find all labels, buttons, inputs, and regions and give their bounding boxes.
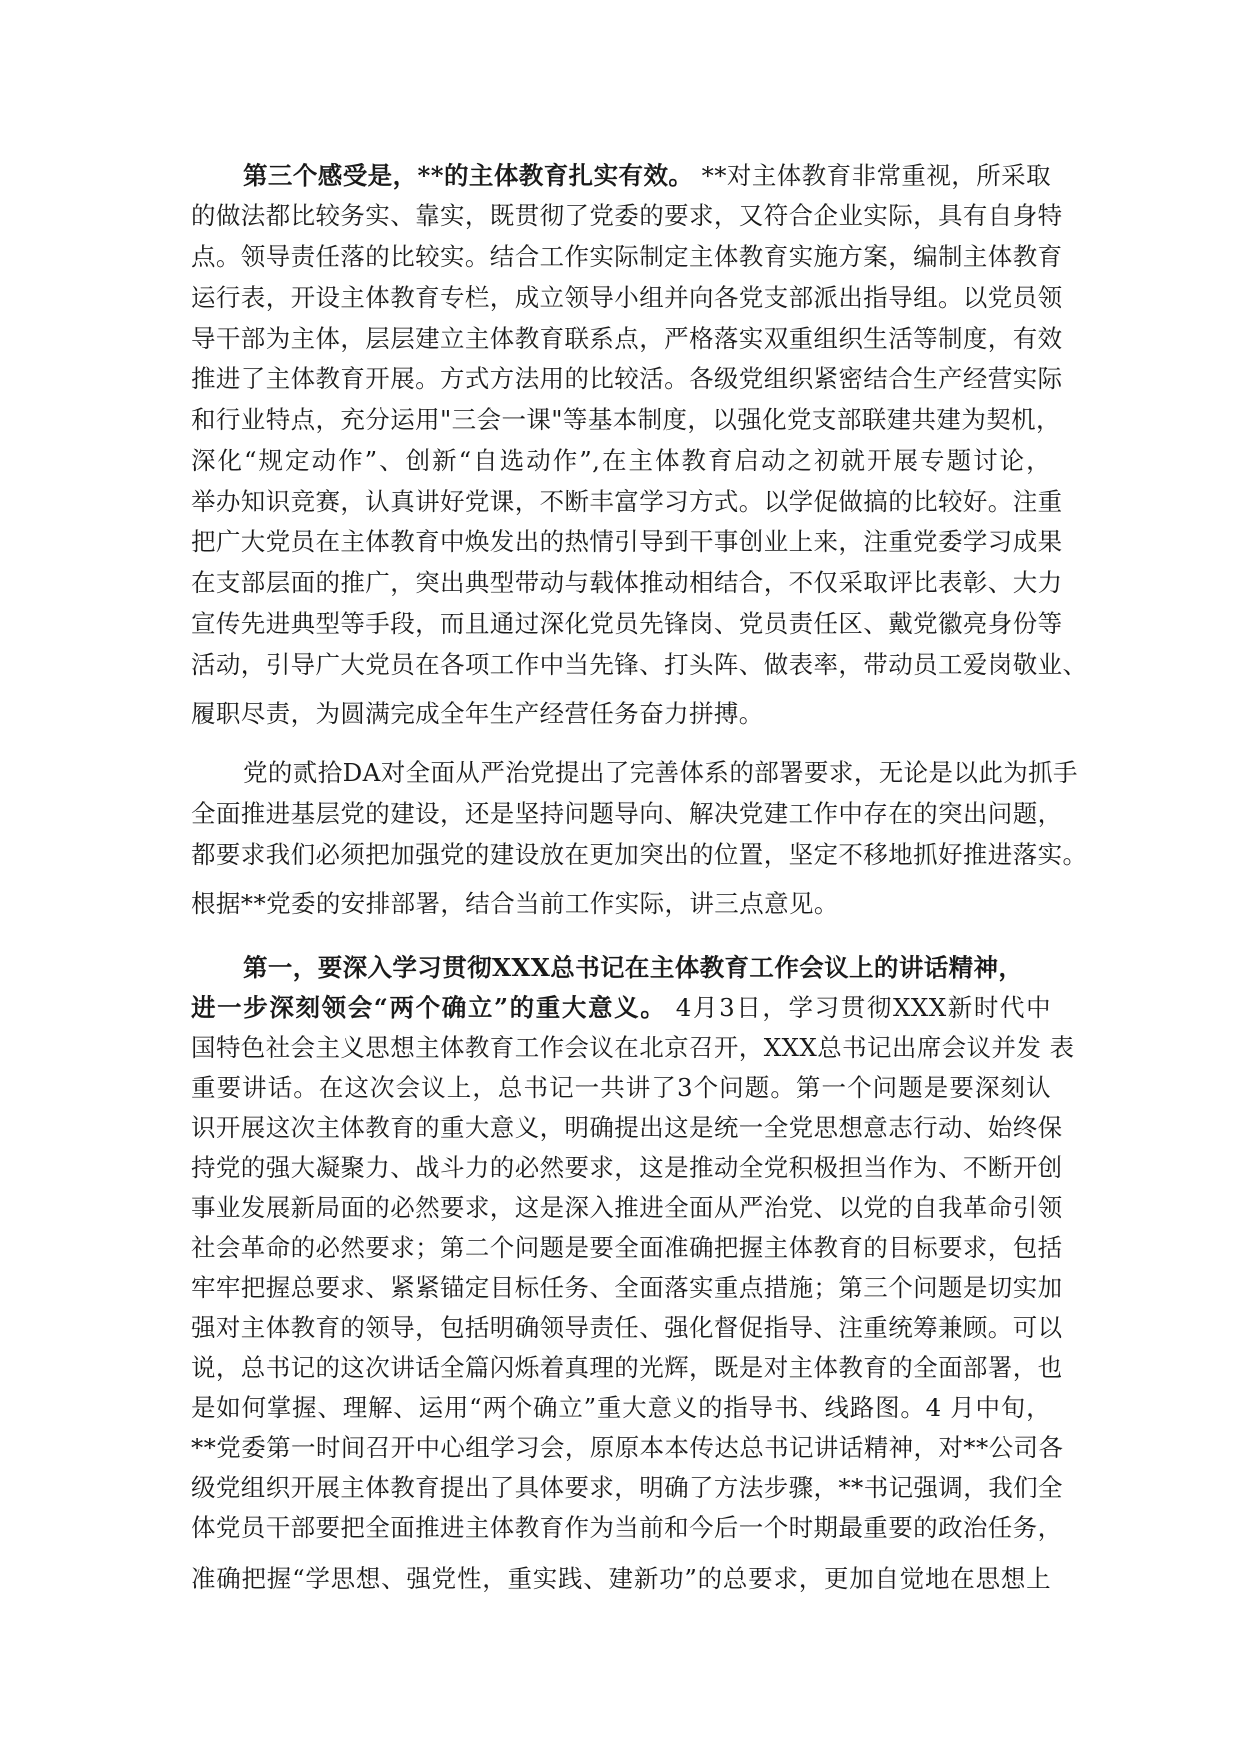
paragraph-1-line-4: 运行表，开设主体教育专栏，成立领导小组并向各党支部派出指导组。以党员领 <box>191 283 1063 312</box>
paragraph-3-line-6: 持党的强大凝聚力、战斗力的必然要求，这是推动全党积极担当作为、不断开创 <box>191 1153 1063 1182</box>
paragraph-3-line-14: 级党组织开展主体教育提出了具体要求，明确了方法步骤，**书记强调，我们全 <box>191 1473 1063 1502</box>
paragraph-3-line-12: 是如何掌握、理解、运用“两个确立”重大意义的指导书、线路图。4 月中旬， <box>191 1393 1051 1422</box>
paragraph-3-line-10: 强对主体教育的领导，包括明确领导责任、强化督促指导、注重统筹兼顾。可以 <box>191 1313 1063 1342</box>
paragraph-3-line-5: 识开展这次主体教育的重大意义，明确提出这是统一全党思想意志行动、始终保 <box>191 1113 1063 1142</box>
paragraph-2-line-1: 党的贰拾DA对全面从严治党提出了完善体系的部署要求，无论是以此为抓手 <box>243 758 1078 787</box>
paragraph-1-line-14: 履职尽责，为圆满完成全年生产经营任务奋力拼搏。 <box>191 699 764 728</box>
paragraph-3-line-1 <box>243 951 1051 985</box>
paragraph-2-line-4: 根据**党委的安排部署，结合当前工作实际，讲三点意见。 <box>191 889 839 918</box>
paragraph-1-line-11: 在支部层面的推广，突出典型带动与载体推动相结合，不仅采取评比表彰、大力 <box>191 568 1063 597</box>
paragraph-3-line-16: 准确把握“学思想、强党性，重实践、建新功”的总要求，更加自觉地在思想上 <box>191 1564 1051 1593</box>
paragraph-1-line-10: 把广大党员在主体教育中焕发出的热情引导到干事创业上来，注重党委学习成果 <box>191 527 1063 556</box>
paragraph-1-line-7: 和行业特点，充分运用"三会一课"等基本制度，以强化党支部联建共建为契机， <box>191 405 1061 434</box>
paragraph-3-heading-part-1: 第一，要深入学习贯彻XXX总书记在主体教育工作会议上的讲话精神， <box>243 953 1024 982</box>
paragraph-3-line-4: 重要讲话。在这次会议上，总书记一共讲了3个问题。第一个问题是要深刻认 <box>191 1073 1051 1102</box>
paragraph-3-heading-part-2: 进一步深刻领会“两个确立”的重大意义。 <box>191 993 667 1022</box>
paragraph-3-line-8: 社会革命的必然要求；第二个问题是要全面准确把握主体教育的目标要求，包括 <box>191 1233 1063 1262</box>
paragraph-1-line-12: 宣传先进典型等手段，而且通过深化党员先锋岗、党员责任区、戴党徽亮身份等 <box>191 609 1063 638</box>
paragraph-1-line-13: 活动，引导广大党员在各项工作中当先锋、打头阵、做表率，带动员工爱岗敬业、 <box>191 650 1088 679</box>
paragraph-1-line-1: 第三个感受是，**的主体教育扎实有效。 **对主体教育非常重视，所采取 <box>243 161 1052 190</box>
paragraph-3-line-15: 体党员干部要把全面推进主体教育作为当前和今后一个时期最重要的政治任务， <box>191 1513 1063 1542</box>
paragraph-3-line-7: 事业发展新局面的必然要求，这是深入推进全面从严治党、以党的自我革命引领 <box>191 1193 1063 1222</box>
paragraph-1-line-2: 的做法都比较务实、靠实，既贯彻了党委的要求，又符合企业实际，具有自身特 <box>191 201 1063 230</box>
paragraph-3-line-11: 说，总书记的这次讲话全篇闪烁着真理的光辉，既是对主体教育的全面部署，也 <box>191 1353 1063 1382</box>
paragraph-1-line-9: 举办知识竞赛，认真讲好党课，不断丰富学习方式。以学促做搞的比较好。注重 <box>191 487 1063 516</box>
paragraph-3-line-3: 国特色社会主义思想主体教育工作会议在北京召开，XXX总书记出席会议并发 表 <box>191 1033 1075 1062</box>
paragraph-1-line-5: 导干部为主体，层层建立主体教育联系点，严格落实双重组织生活等制度，有效 <box>191 324 1063 353</box>
paragraph-1-heading: 第三个感受是，**的主体教育扎实有效。 <box>243 161 694 190</box>
paragraph-1-line-3: 点。领导责任落的比较实。结合工作实际制定主体教育实施方案，编制主体教育 <box>191 242 1063 271</box>
paragraph-2-line-3: 都要求我们必须把加强党的建设放在更加突出的位置，坚定不移地抓好推进落实。 <box>191 840 1088 869</box>
paragraph-3-line-13: **党委第一时间召开中心组学习会，原原本本传达总书记讲话精神，对**公司各 <box>191 1433 1064 1462</box>
paragraph-1-line-6: 推进了主体教育开展。方式方法用的比较活。各级党组织紧密结合生产经营实际 <box>191 364 1063 393</box>
paragraph-3-line-2: 进一步深刻领会“两个确立”的重大意义。 4月3日，学习贯彻XXX新时代中 <box>191 993 1051 1022</box>
paragraph-1-line-8: 深化“规定动作”、创新“自选动作”,在主体教育启动之初就开展专题讨论， <box>191 446 1051 475</box>
paragraph-2-line-2: 全面推进基层党的建设，还是坚持问题导向、解决党建工作中存在的突出问题， <box>191 799 1063 828</box>
paragraph-3-line-9: 牢牢把握总要求、紧紧锚定目标任务、全面落实重点措施；第三个问题是切实加 <box>191 1273 1063 1302</box>
